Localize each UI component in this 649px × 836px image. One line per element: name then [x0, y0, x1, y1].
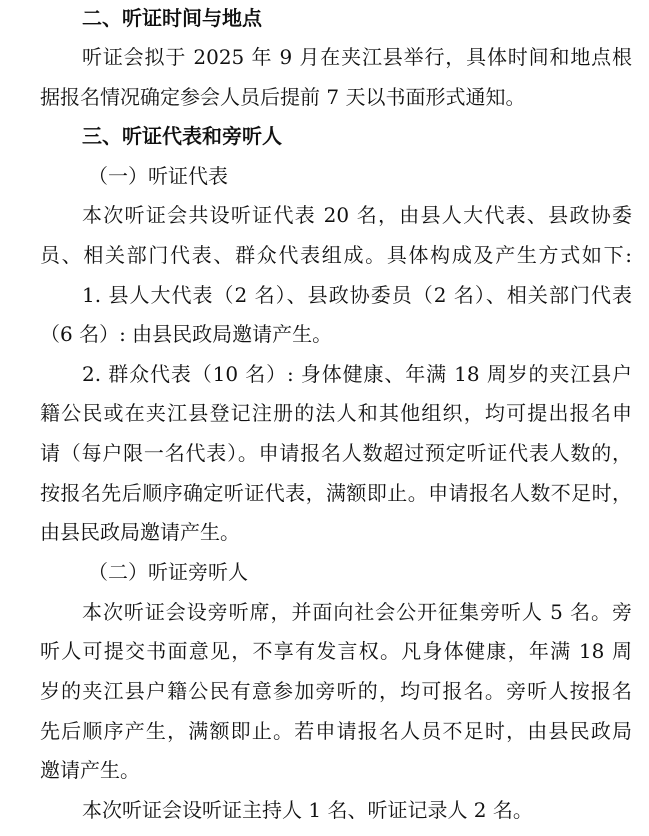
list-item-line: 由县民政局邀请产生。 [40, 520, 240, 544]
paragraph-line: 邀请产生。 [40, 758, 140, 782]
list-item-line: 籍公民或在夹江县登记注册的法人和其他组织，均可提出报名申 [40, 401, 632, 425]
paragraph-line: 本次听证会共设听证代表 20 名，由县人大代表、县政协委 [82, 203, 632, 227]
paragraph-line: 员、相关部门代表、群众代表组成。具体构成及产生方式如下: [40, 243, 632, 267]
paragraph-line: 岁的夹江县户籍公民有意参加旁听的，均可报名。旁听人按报名 [40, 679, 632, 703]
section-heading-representatives: 三、听证代表和旁听人 [82, 124, 282, 148]
section-heading-time-place: 二、听证时间与地点 [82, 6, 262, 30]
list-item-line: 请（每户限一名代表）。申请报名人数超过预定听证代表人数的， [40, 441, 632, 465]
paragraph-line: 本次听证会设旁听席，并面向社会公开征集旁听人 5 名。旁 [82, 600, 632, 624]
subsection-heading-observers: （二）听证旁听人 [88, 560, 248, 584]
paragraph-line: 听人可提交书面意见，不享有发言权。凡身体健康，年满 18 周 [40, 639, 632, 663]
list-item-line: （6 名）: 由县民政局邀请产生。 [40, 322, 333, 346]
paragraph-line: 先后顺序产生，满额即止。若申请报名人员不足时，由县民政局 [40, 719, 632, 743]
paragraph-line: 听证会拟于 2025 年 9 月在夹江县举行，具体时间和地点根 [82, 45, 632, 69]
closing-line: 本次听证会设听证主持人 1 名、听证记录人 2 名。 [82, 798, 533, 822]
list-item-line: 2. 群众代表（10 名）: 身体健康、年满 18 周岁的夹江县户 [82, 362, 632, 386]
list-item-line: 按报名先后顺序确定听证代表，满额即止。申请报名人数不足时， [40, 481, 632, 505]
paragraph-line: 据报名情况确定参会人员后提前 7 天以书面形式通知。 [40, 85, 526, 109]
list-item-line: 1. 县人大代表（2 名）、县政协委员（2 名）、相关部门代表 [82, 283, 632, 307]
subsection-heading-representatives: （一）听证代表 [88, 164, 228, 188]
